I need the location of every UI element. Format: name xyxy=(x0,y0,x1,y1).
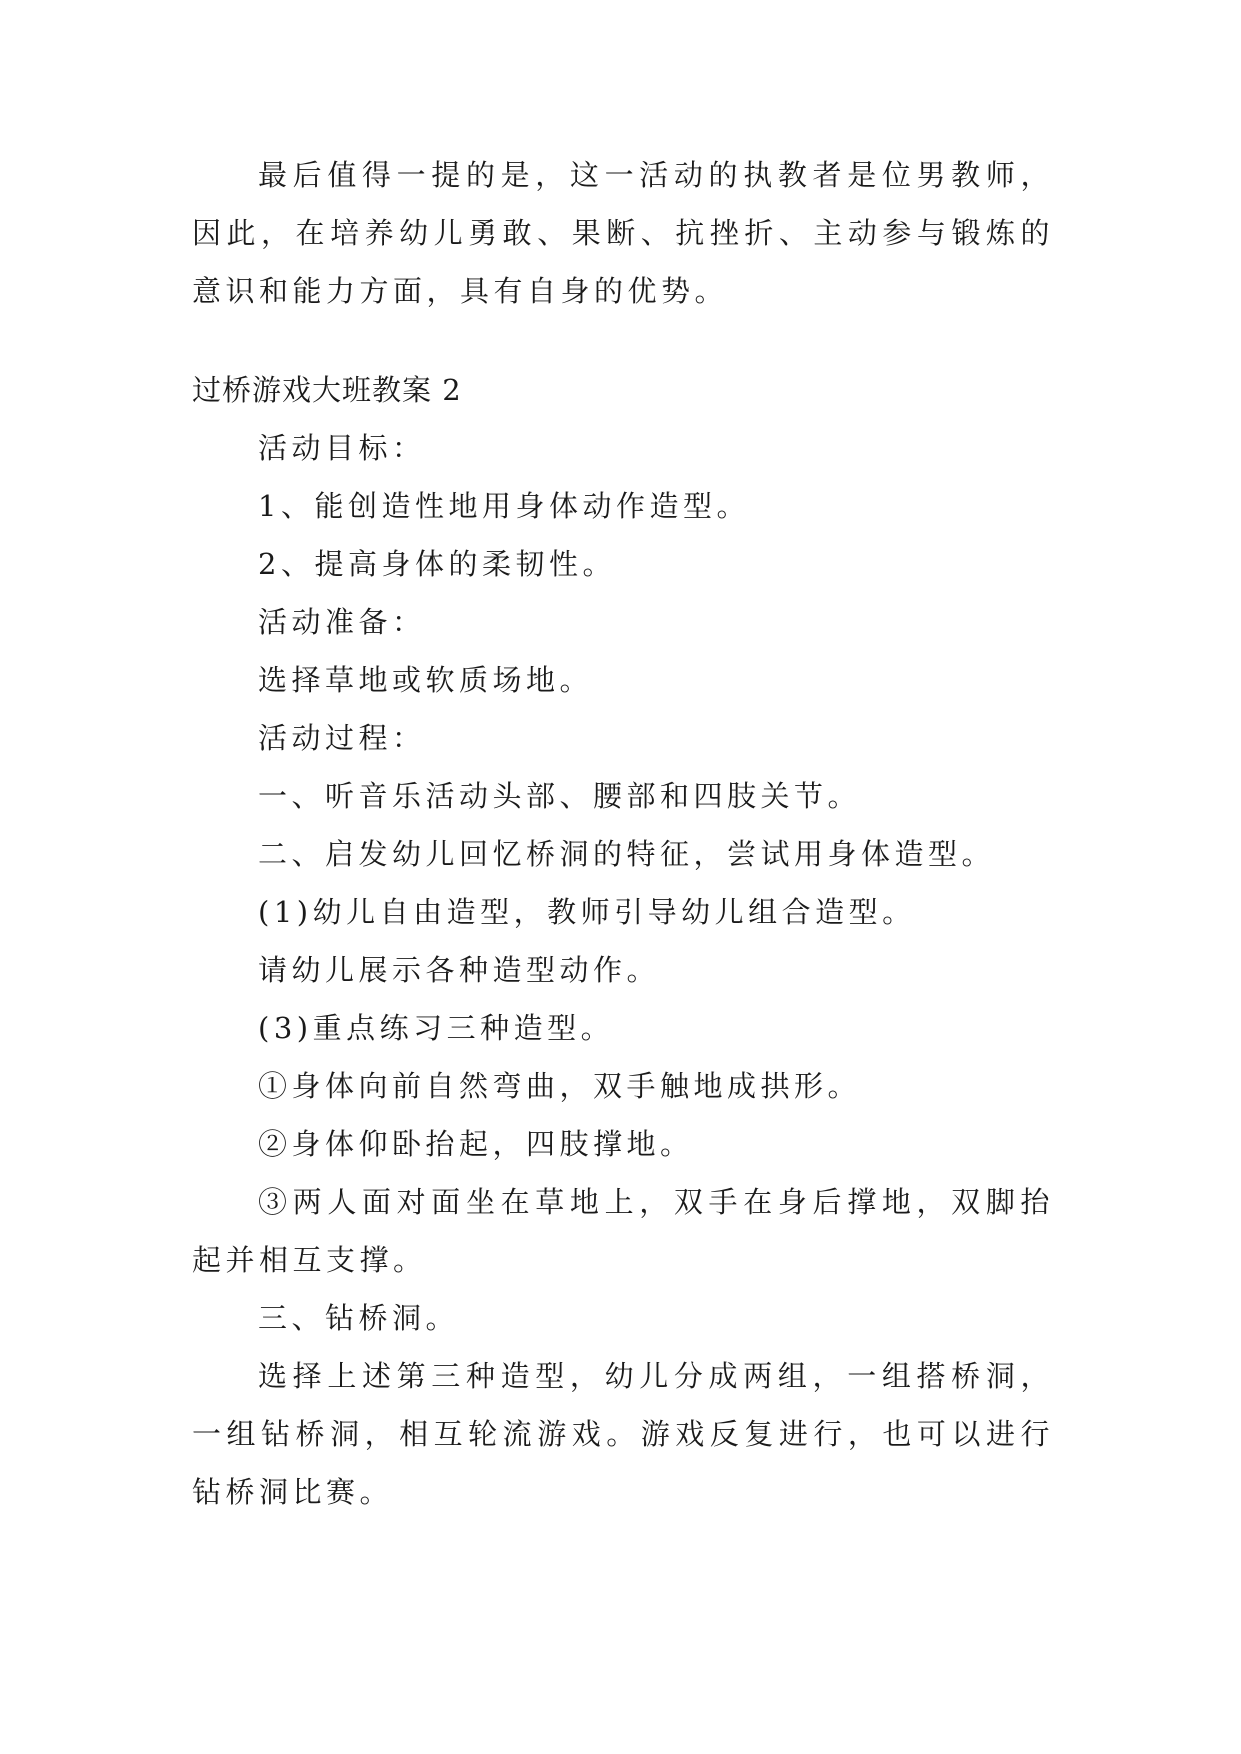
prep-text: 选择草地或软质场地。 xyxy=(258,663,594,697)
prep-heading: 活动准备： xyxy=(258,605,426,639)
intro-paragraph: 最后值得一提的是，这一活动的执教者是位男教师，因此，在培养幼儿勇敢、果断、抗挫折、主动参与锻炼的意识和能力方面，具有自身的优势。 xyxy=(192,158,1054,308)
step-3: 三、钻桥洞。 xyxy=(258,1301,460,1335)
step-3-text: 选择上述第三种造型，幼儿分成两组，一组搭桥洞，一组钻桥洞，相互轮流游戏。游戏反复进行，也可以进行钻桥洞比赛。 xyxy=(192,1359,1054,1509)
section-title: 过桥游戏大班教案 2 xyxy=(192,373,462,407)
goal-item-1: 1、能创造性地用身体动作造型。 xyxy=(258,489,750,523)
shape-3: ③两人面对面坐在草地上，双手在身后撑地，双脚抬起并相互支撑。 xyxy=(192,1185,1054,1277)
step-2: 二、启发幼儿回忆桥洞的特征，尝试用身体造型。 xyxy=(258,837,996,871)
goals-heading: 活动目标： xyxy=(258,431,426,465)
step-1: 一、听音乐活动头部、腰部和四肢关节。 xyxy=(258,779,862,813)
shape-2: ②身体仰卧抬起，四肢撑地。 xyxy=(258,1127,694,1161)
step-2-sub-3: (3)重点练习三种造型。 xyxy=(258,1011,615,1045)
process-heading: 活动过程： xyxy=(258,721,426,755)
step-2-sub-2: 请幼儿展示各种造型动作。 xyxy=(258,953,661,987)
step-2-sub-1: (1)幼儿自由造型，教师引导幼儿组合造型。 xyxy=(258,895,916,929)
goal-item-2: 2、提高身体的柔韧性。 xyxy=(258,547,616,581)
shape-1: ①身体向前自然弯曲，双手触地成拱形。 xyxy=(258,1069,862,1103)
